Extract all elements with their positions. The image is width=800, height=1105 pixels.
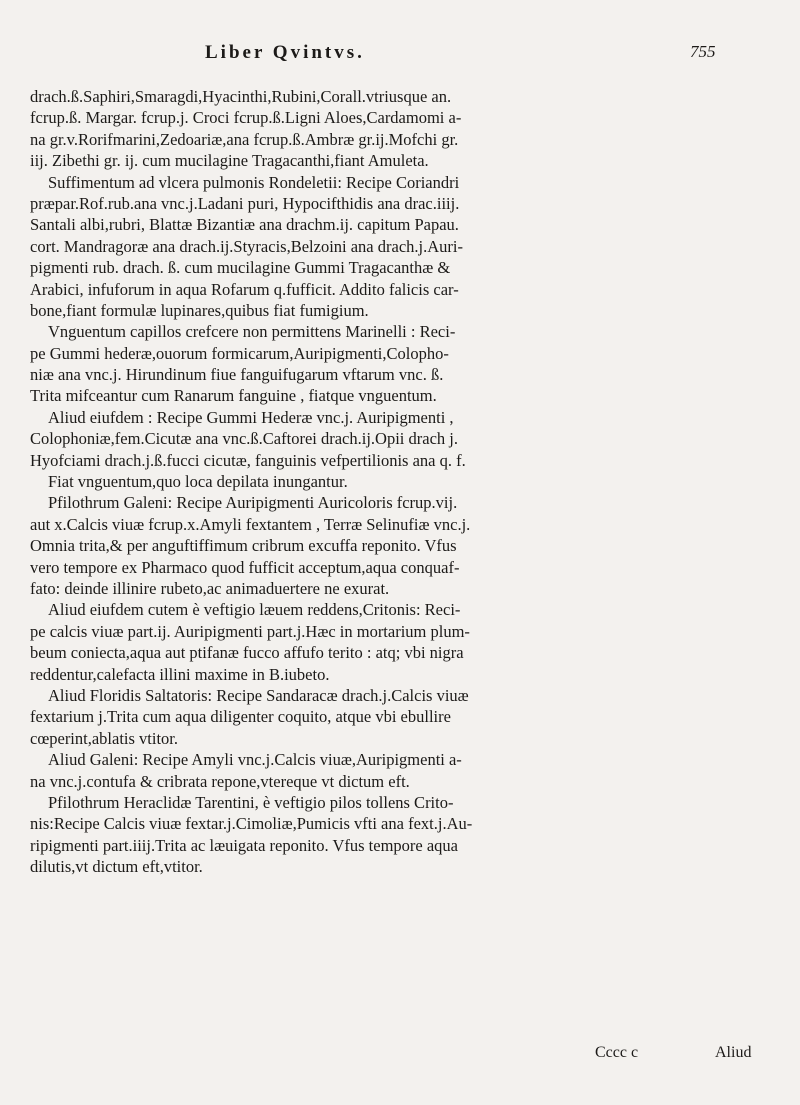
text-line: Aliud eiufdem : Recipe Gummi Hederæ vnc.j. Auripigmenti , <box>48 407 454 427</box>
text-line: pigmenti rub. drach. ß. cum mucilagine Gummi Tragacanthæ & <box>30 258 451 278</box>
text-line: iij. Zibethi gr. ij. cum mucilagine Tragacanthi,fiant Amuleta. <box>30 151 429 171</box>
signature-mark: Cccc c <box>595 1044 639 1061</box>
text-line: Aliud eiufdem cutem è veftigio læuem reddens,Critonis: Reci- <box>48 600 461 620</box>
running-head <box>0 42 800 72</box>
text-line: cort. Mandragoræ ana drach.ij.Styracis,Belzoini ana drach.j.Auri- <box>30 236 463 256</box>
running-title: Liber Qvintvs. <box>205 42 365 63</box>
text-line: Arabici, infuforum in aqua Rofarum q.fufficit. Addito falicis car- <box>30 279 459 299</box>
text-line: Aliud Galeni: Recipe Amyli vnc.j.Calcis viuæ,Auripigmenti a- <box>48 750 462 770</box>
text-line: Santali albi,rubri, Blattæ Bizantiæ ana drachm.ij. capitum Papau. <box>30 215 459 235</box>
text-line: ripigmenti part.iiij.Trita ac læuigata reponito. Vfus tempore aqua <box>30 835 458 855</box>
text-line: Colophoniæ,fem.Cicutæ ana vnc.ß.Caftorei drach.ij.Opii drach j. <box>30 429 458 449</box>
page-footer <box>0 1044 800 1066</box>
text-line: Pfilothrum Galeni: Recipe Auripigmenti Auricoloris fcrup.vij. <box>48 493 458 513</box>
text-line: Vnguentum capillos crefcere non permittens Marinelli : Reci- <box>48 322 456 342</box>
text-line: Hyofciami drach.j.ß.fucci cicutæ, fanguinis vefpertilionis ana q. f. <box>30 450 466 470</box>
text-line: na vnc.j.contufa & cribrata repone,vtereque vt dictum eft. <box>30 771 410 791</box>
text-line: Omnia trita,& per anguftiffimum cribrum excuffa reponito. Vfus <box>30 536 457 556</box>
text-line: na gr.v.Rorifmarini,Zedoariæ,ana fcrup.ß.Ambræ gr.ij.Mofchi gr. <box>30 129 459 149</box>
text-line: drach.ß.Saphiri,Smaragdi,Hyacinthi,Rubini,Corall.vtriusque an. <box>30 87 452 106</box>
text-line: Trita mifceantur cum Ranarum fanguine , fiatque vnguentum. <box>30 386 437 406</box>
text-line: Suffimentum ad vlcera pulmonis Rondeletii: Recipe Coriandri <box>48 172 460 192</box>
text-line: vero tempore ex Pharmaco quod fufficit acceptum,aqua conquaf- <box>30 557 460 577</box>
text-line: pe Gummi hederæ,ouorum formicarum,Auripigmenti,Colopho- <box>30 343 449 363</box>
text-line: pe calcis viuæ part.ij. Auripigmenti part.j.Hæc in mortarium plum- <box>30 621 470 641</box>
text-line: Pfilothrum Heraclidæ Tarentini, è veftigio pilos tollens Crito- <box>48 792 454 812</box>
text-line: aut x.Calcis viuæ fcrup.x.Amyli fextantem , Terræ Selinufiæ vnc.j. <box>30 514 471 534</box>
text-line: præpar.Rof.rub.ana vnc.j.Ladani puri, Hypocifthidis ana drac.iiij. <box>30 193 460 213</box>
text-line: reddentur,calefacta illini maxime in B.iubeto. <box>30 664 330 684</box>
main-text <box>30 86 755 877</box>
catchword: Aliud <box>715 1044 752 1061</box>
text-line: bone,fiant formulæ lupinares,quibus fiat fumigium. <box>30 300 369 320</box>
text-line: beum coniecta,aqua aut ptifanæ fucco affufo terito : atq; vbi nigra <box>30 643 464 663</box>
text-line: nis:Recipe Calcis viuæ fextar.j.Cimoliæ,Pumicis vfti ana fext.j.Au- <box>30 814 473 834</box>
page-number: 755 <box>690 42 716 61</box>
text-line: fextarium j.Trita cum aqua diligenter coquito, atque vbi ebullire <box>30 707 451 727</box>
text-line: fcrup.ß. Margar. fcrup.j. Croci fcrup.ß.Ligni Aloes,Cardamomi a- <box>30 108 462 128</box>
text-line: niæ ana vnc.j. Hirundinum fiue fanguifugarum vftarum vnc. ß. <box>30 365 444 385</box>
text-line: dilutis,vt dictum eft,vtitor. <box>30 857 203 877</box>
text-line: cœperint,ablatis vtitor. <box>30 728 179 748</box>
text-line: Fiat vnguentum,quo loca depilata inungantur. <box>48 472 348 492</box>
text-line: Aliud Floridis Saltatoris: Recipe Sandaracæ drach.j.Calcis viuæ <box>48 685 469 705</box>
text-line: fato: deinde illinire rubeto,ac animaduertere ne exurat. <box>30 578 390 598</box>
